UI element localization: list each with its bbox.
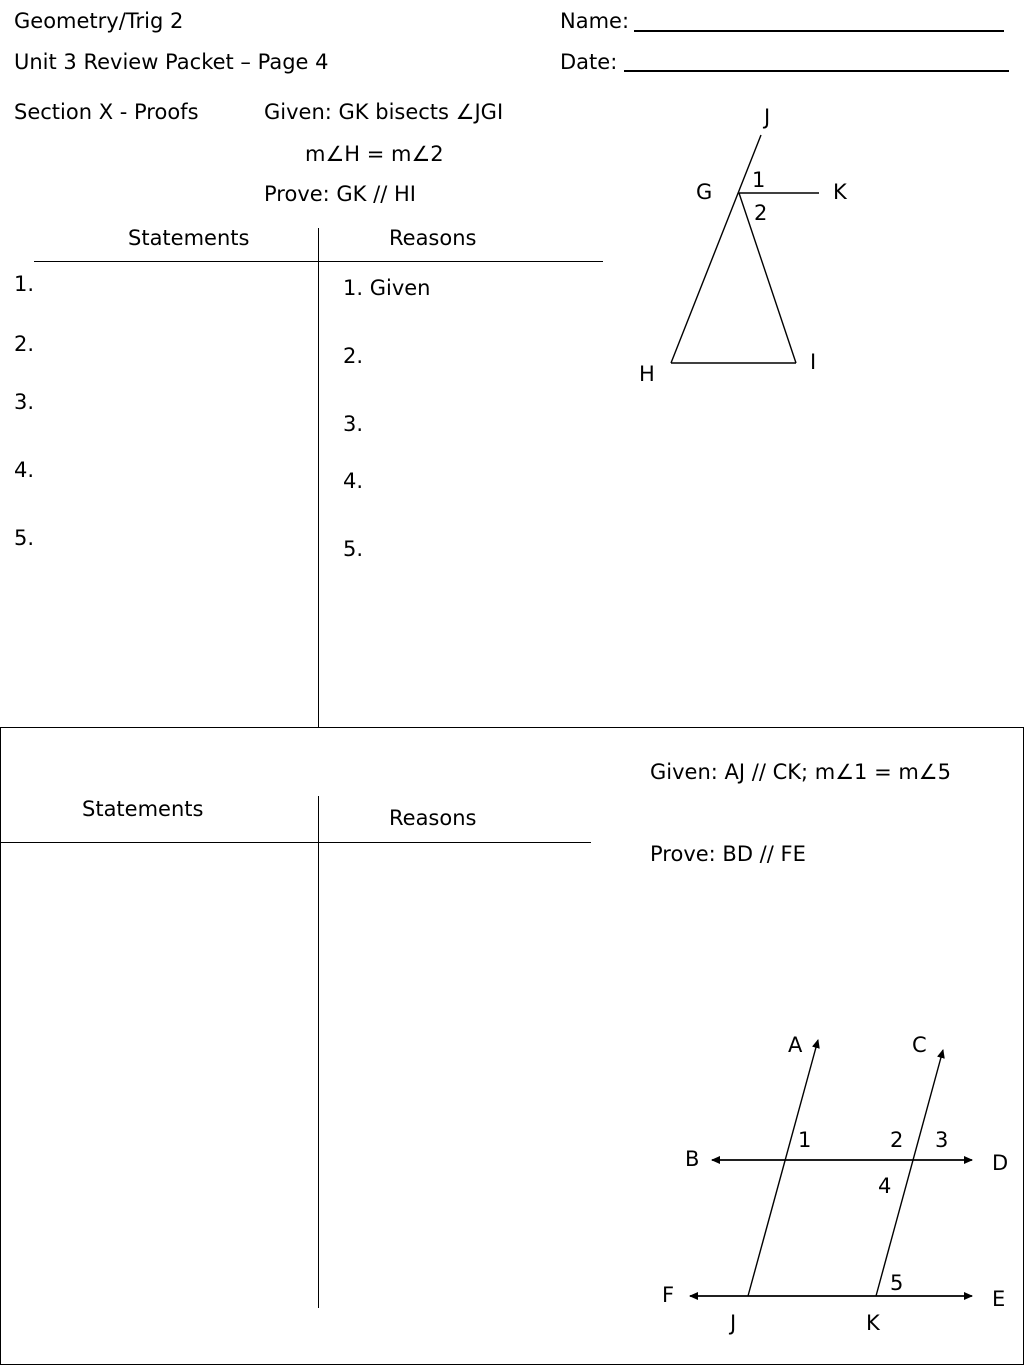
statement-number-2: 2. bbox=[14, 332, 35, 356]
section-title: Section X - Proofs bbox=[14, 100, 199, 124]
reasons-header: Reasons bbox=[389, 226, 477, 250]
reason-3: 3. bbox=[343, 412, 364, 436]
given-statement-3: Given: AJ // CK; m∠1 = m∠5 bbox=[650, 760, 951, 784]
label-angle-5: 5 bbox=[890, 1271, 904, 1295]
given-statement-1: Given: GK bisects ∠JGI bbox=[264, 100, 504, 124]
name-label: Name: bbox=[560, 9, 630, 33]
label-j: J bbox=[764, 105, 771, 129]
reasons-header-2: Reasons bbox=[389, 806, 477, 830]
reason-2: 2. bbox=[343, 344, 364, 368]
statement-number-3: 3. bbox=[14, 390, 35, 414]
label-angle-2: 2 bbox=[754, 201, 768, 225]
label-a: A bbox=[788, 1033, 803, 1057]
reason-1: 1. Given bbox=[343, 276, 431, 300]
course-title: Geometry/Trig 2 bbox=[14, 9, 184, 33]
label-angle-3: 3 bbox=[935, 1128, 949, 1152]
label-angle-2-2: 2 bbox=[890, 1128, 904, 1152]
label-h: H bbox=[639, 362, 655, 386]
ray-ja bbox=[748, 1040, 818, 1296]
date-label: Date: bbox=[560, 50, 618, 74]
statements-header-2: Statements bbox=[82, 797, 204, 821]
label-i: I bbox=[810, 350, 817, 374]
label-e: E bbox=[992, 1287, 1006, 1311]
statement-number-5: 5. bbox=[14, 526, 35, 550]
label-k-2: K bbox=[866, 1311, 880, 1335]
label-angle-4: 4 bbox=[878, 1174, 892, 1198]
label-k: K bbox=[833, 180, 847, 204]
statements-header: Statements bbox=[128, 226, 250, 250]
prove-statement: Prove: GK // HI bbox=[264, 182, 416, 206]
packet-title: Unit 3 Review Packet – Page 4 bbox=[14, 50, 329, 74]
label-d: D bbox=[992, 1151, 1009, 1175]
ray-kc bbox=[876, 1050, 943, 1296]
label-j-2: J bbox=[730, 1311, 737, 1335]
label-c: C bbox=[912, 1033, 927, 1057]
reason-5: 5. bbox=[343, 537, 364, 561]
label-b: B bbox=[685, 1147, 700, 1171]
label-angle-1: 1 bbox=[752, 168, 766, 192]
reason-4: 4. bbox=[343, 469, 364, 493]
label-f: F bbox=[662, 1283, 675, 1307]
given-statement-2: m∠H = m∠2 bbox=[305, 142, 444, 166]
label-angle-1-2: 1 bbox=[798, 1128, 812, 1152]
statement-number-4: 4. bbox=[14, 458, 35, 482]
statement-number-1: 1. bbox=[14, 272, 35, 296]
label-g: G bbox=[696, 180, 713, 204]
prove-statement-2: Prove: BD // FE bbox=[650, 842, 806, 866]
